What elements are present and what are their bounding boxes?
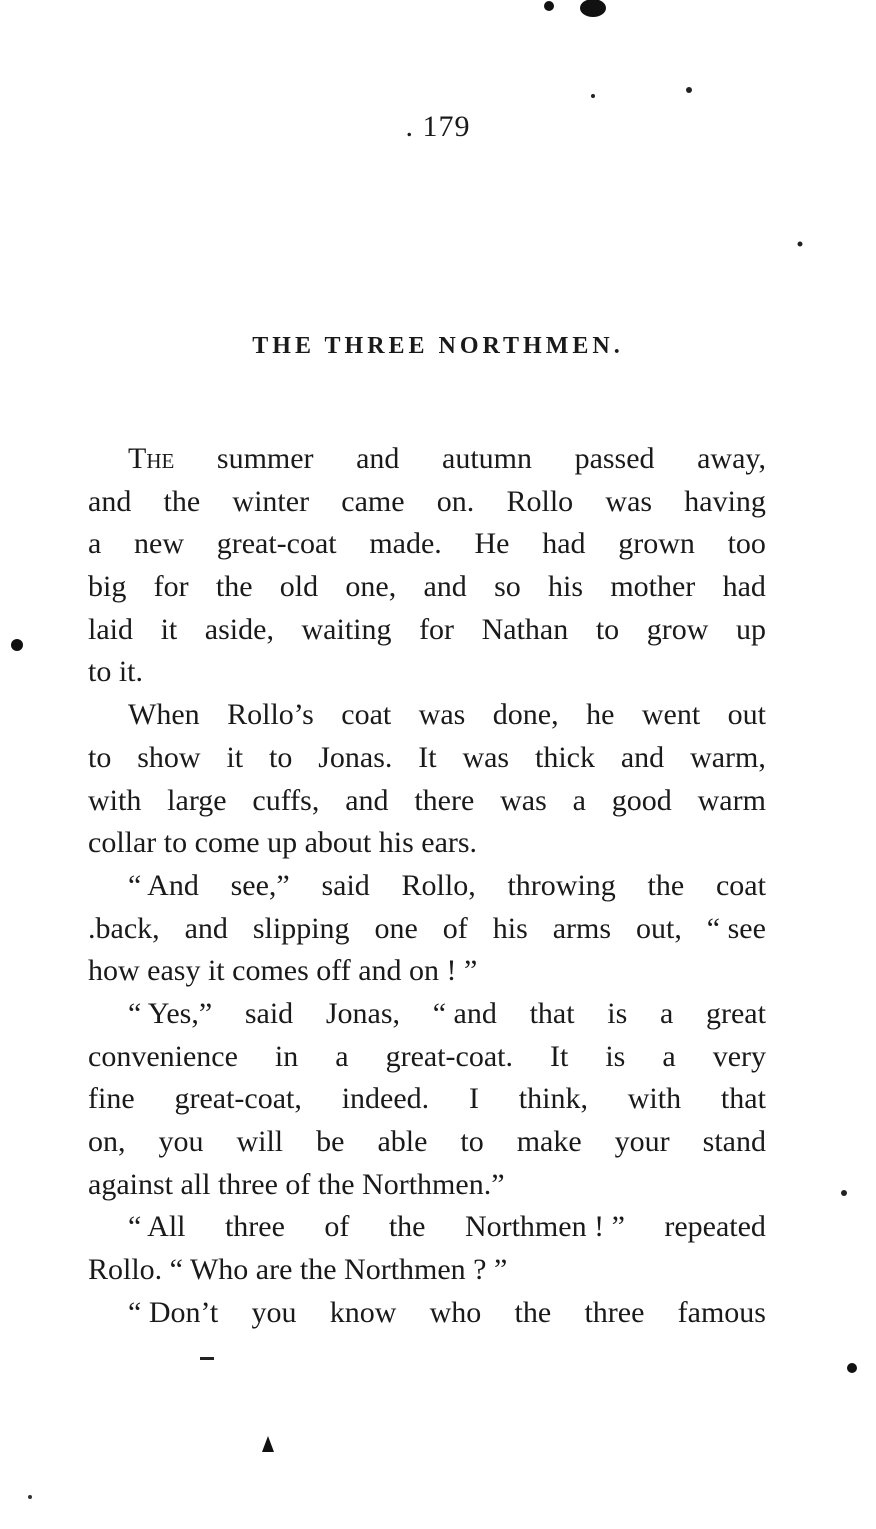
word: laid	[88, 612, 133, 646]
word: is	[605, 1039, 626, 1073]
word: .back,	[88, 911, 160, 945]
word: you	[251, 1295, 297, 1329]
word: it	[160, 612, 178, 646]
word: up	[735, 612, 766, 646]
text-line	[88, 694, 766, 737]
word: how easy it comes off and on ! ”	[88, 954, 478, 988]
word: he	[586, 698, 615, 732]
word: three	[224, 1210, 285, 1244]
word: on.	[436, 484, 475, 518]
ink-speck	[841, 1190, 847, 1196]
word: was	[462, 740, 510, 774]
word: of	[442, 911, 468, 945]
word: to	[460, 1125, 484, 1158]
body-text	[88, 438, 766, 1334]
word: grow	[646, 612, 709, 646]
word: a	[662, 1039, 676, 1073]
word: that	[529, 996, 575, 1030]
word: passed	[574, 442, 655, 475]
text-line	[88, 609, 766, 652]
word: against all three of the Northmen.”	[88, 1167, 505, 1201]
word: to	[88, 740, 112, 774]
word: thick	[534, 740, 595, 774]
word: great	[705, 996, 766, 1030]
word: fine	[88, 1082, 135, 1116]
word: his	[548, 570, 584, 604]
text-line	[88, 1206, 766, 1249]
word: know	[329, 1295, 397, 1329]
word: great-coat,	[174, 1082, 302, 1116]
word: very	[712, 1039, 766, 1073]
word: Rollo. “ Who are the Northmen ? ”	[88, 1253, 508, 1287]
word: mother	[610, 570, 696, 604]
word: great-coat.	[385, 1039, 514, 1073]
word: will	[236, 1125, 284, 1158]
word: “ All	[128, 1210, 186, 1244]
word: convenience	[88, 1039, 238, 1073]
word: big	[88, 570, 127, 604]
word: autumn	[442, 442, 532, 475]
word: cuffs,	[252, 783, 320, 817]
word: “ and	[432, 996, 497, 1030]
word: his	[492, 911, 528, 945]
word: so	[494, 570, 521, 604]
word: be	[316, 1125, 345, 1158]
word: I	[468, 1082, 479, 1116]
word: the	[514, 1295, 552, 1329]
word: grown	[618, 527, 695, 561]
word: coat	[341, 698, 392, 732]
word: large	[167, 783, 227, 817]
text-line	[88, 1249, 766, 1292]
word: who	[429, 1295, 482, 1329]
word: one,	[345, 570, 397, 604]
word: on,	[88, 1125, 126, 1158]
ink-speck	[591, 94, 595, 98]
word: went	[641, 698, 701, 732]
word: for	[419, 612, 455, 646]
text-line	[88, 481, 766, 524]
word: summer	[216, 442, 314, 475]
word: collar to come up about his ears.	[88, 826, 478, 860]
word: the	[388, 1210, 426, 1244]
word: able	[377, 1125, 428, 1158]
word: “ see	[706, 911, 766, 945]
word: and	[356, 442, 400, 475]
text-line	[88, 1292, 766, 1335]
word: famous	[677, 1295, 766, 1329]
word: The	[128, 442, 175, 475]
word: and	[184, 911, 228, 945]
word: warm,	[690, 740, 766, 774]
word: and	[88, 484, 132, 518]
word: with	[627, 1082, 682, 1116]
word: the	[647, 868, 685, 902]
ink-speck	[798, 242, 803, 247]
word: one	[374, 911, 418, 945]
word: new	[134, 527, 185, 561]
word: is	[607, 996, 628, 1030]
word: out,	[636, 911, 682, 945]
word: winter	[232, 484, 310, 518]
word: the	[215, 570, 253, 604]
text-line	[88, 737, 766, 780]
word: Rollo,	[401, 868, 476, 902]
word: a	[572, 783, 586, 817]
ink-speck	[200, 1357, 214, 1360]
word: throwing	[507, 868, 616, 902]
word: done,	[492, 698, 559, 732]
word: out	[727, 698, 766, 732]
word: Rollo	[506, 484, 574, 518]
word: was	[605, 484, 653, 518]
word: had	[722, 570, 766, 604]
text-line	[88, 438, 766, 481]
word: old	[279, 570, 319, 604]
word: warm	[697, 783, 766, 817]
word: It	[418, 740, 437, 774]
word: a	[335, 1039, 349, 1073]
word: to	[268, 740, 293, 774]
word: with	[88, 783, 142, 817]
ink-speck	[11, 639, 23, 651]
word: indeed.	[341, 1082, 430, 1116]
text-line	[88, 1121, 766, 1164]
text-line	[88, 1164, 766, 1207]
word: When	[128, 698, 200, 732]
word: your	[614, 1125, 670, 1158]
word: made.	[369, 527, 442, 561]
word: see,”	[230, 868, 290, 902]
word: and	[620, 740, 665, 774]
word: arms	[552, 911, 612, 945]
word: three	[584, 1295, 645, 1329]
text-line	[88, 865, 766, 908]
ink-speck	[262, 1436, 274, 1452]
word: Northmen ! ”	[464, 1210, 625, 1244]
text-line	[88, 950, 766, 993]
word: stand	[702, 1125, 766, 1158]
word: He	[474, 527, 510, 561]
text-line	[88, 908, 766, 951]
word: Jonas,	[325, 996, 401, 1030]
word: “ Don’t	[128, 1295, 219, 1329]
word: was	[418, 698, 466, 732]
word: the	[163, 484, 201, 518]
text-line	[88, 822, 766, 865]
word: waiting	[301, 612, 392, 646]
page-number: . 179	[405, 110, 471, 143]
word: to	[595, 612, 620, 646]
word: Jonas.	[318, 740, 393, 774]
word: show	[137, 740, 201, 774]
word: said	[244, 996, 294, 1030]
word: make	[516, 1125, 582, 1158]
text-line	[88, 1078, 766, 1121]
ink-speck	[544, 1, 554, 11]
word: there	[414, 783, 475, 817]
text-line	[88, 651, 766, 694]
word: aside,	[204, 612, 274, 646]
ink-speck	[686, 87, 692, 93]
word: Rollo’s	[227, 698, 314, 732]
word: for	[153, 570, 189, 604]
word: and	[423, 570, 467, 604]
chapter-title: THE THREE NORTHMEN.	[252, 333, 624, 359]
text-line	[88, 1036, 766, 1079]
word: had	[542, 527, 586, 561]
word: came	[341, 484, 405, 518]
ink-speck	[847, 1363, 857, 1373]
word: away,	[697, 442, 766, 475]
text-line	[88, 523, 766, 566]
word: a	[659, 996, 674, 1030]
word: Nathan	[481, 612, 569, 646]
word: of	[324, 1210, 350, 1244]
ink-speck	[28, 1495, 32, 1499]
word: said	[321, 868, 370, 902]
word: slipping	[252, 911, 350, 945]
word: to it.	[88, 655, 144, 689]
word: was	[500, 783, 547, 817]
word: great-coat	[216, 527, 337, 561]
word: repeated	[664, 1210, 766, 1244]
word: think,	[518, 1082, 588, 1116]
ink-speck	[580, 0, 606, 17]
word: having	[684, 484, 766, 518]
word: that	[720, 1082, 766, 1116]
word: you	[158, 1125, 204, 1158]
word: coat	[715, 868, 766, 902]
word: too	[727, 527, 766, 561]
word: It	[550, 1039, 569, 1073]
word: in	[274, 1039, 299, 1073]
text-line	[88, 780, 766, 823]
text-line	[88, 993, 766, 1036]
text-line	[88, 566, 766, 609]
word: it	[226, 740, 244, 774]
word: “ And	[128, 868, 199, 902]
word: “ Yes,”	[128, 996, 213, 1030]
word: a	[88, 527, 102, 561]
word: and	[345, 783, 389, 817]
word: good	[611, 783, 672, 817]
